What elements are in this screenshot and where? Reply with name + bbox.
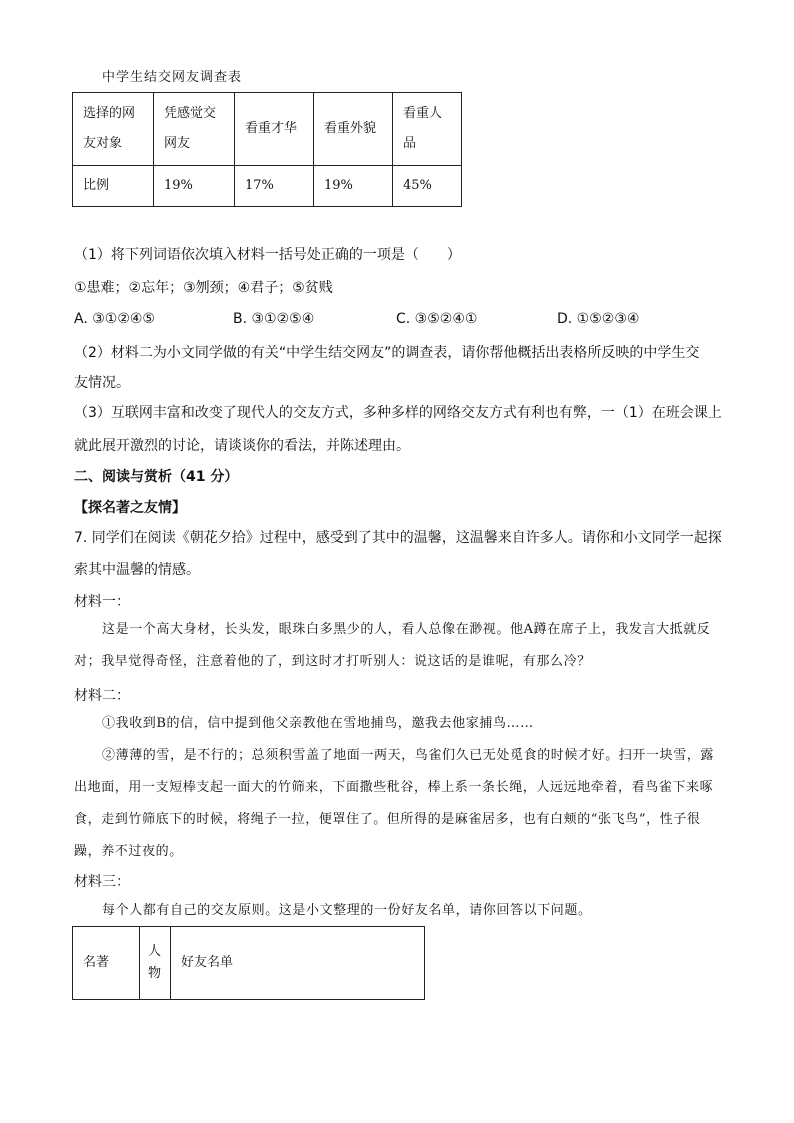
table-row (73, 166, 462, 207)
material-3-text: 每个人都有自己的交友原则。这是小文整理的一份好友名单，请你回答以下问题。 (102, 903, 592, 918)
option-b: B. ③①②⑤④ (233, 311, 315, 327)
question-3-line2: 就此展开激烈的讨论，请谈谈你的看法，并陈述理由。 (74, 438, 410, 454)
material-3-label: 材料三： (74, 874, 130, 890)
material-2-p2: ②薄薄的雪，是不行的；总须积雪盖了地面一两天，鸟雀们久已无处觅食的时候才好。扫开一块雪，露出地面，用一支短棒支起一面大的竹筛来，下面撒些秕谷，棒上系一条长绳，人远远地牵着，看鸟雀下来啄食，走到竹筛底下的时候，将绳子一拉，便罩住了。但所得的是麻雀居多，也有白颊的“张飞鸟”，性子很躁，养不过夜的。 (74, 748, 715, 859)
question-7-line2: 索其中温馨的情感。 (74, 562, 200, 578)
table-cell: 名著 (73, 927, 140, 1000)
question-7-line1: 7. 同学们在阅读《朝花夕拾》过程中，感受到了其中的温馨，这温馨来自许多人。请你和小文同学一起探 (74, 530, 722, 546)
friends-table (72, 926, 425, 1000)
table-cell: 45% (393, 166, 462, 207)
table-cell: 比例 (73, 166, 154, 207)
question-2-line2: 友情况。 (74, 375, 130, 391)
table-header-row (73, 93, 462, 166)
option-d: D. ①⑤②③④ (557, 311, 640, 327)
question-2-line1: （2）材料二为小文同学做的有关“中学生结交网友”的调查表，请你帮他概括出表格所反映的中学生交 (74, 345, 700, 361)
survey-table (72, 92, 462, 207)
material-1-text: 这是一个高大身材，长头发，眼珠白多黑少的人，看人总像在渺视。他A蹲在席子上，我发言大抵就反对；我早觉得奇怪，注意着他的了，到这时才打听别人：说这话的是谁呢，有那么冷？ (74, 622, 711, 669)
material-2-p1: ①我收到B的信，信中提到他父亲教他在雪地捕鸟，邀我去他家捕鸟…… (102, 716, 534, 731)
question-1-words: ①患难；②忘年；③刎颈；④君子；⑤贫贱 (74, 280, 333, 296)
survey-table-caption: 中学生结交网友调查表 (102, 70, 243, 85)
section-title: 二、阅读与赏析（41 分） (74, 469, 239, 485)
question-3-line1: （3）互联网丰富和改变了现代人的交友方式，多种多样的网络交友方式有利也有弊，一（1）在班会课上 (74, 405, 722, 421)
option-c: C. ③⑤②④① (396, 311, 478, 327)
section-subtitle: 【探名著之友情】 (74, 500, 186, 516)
table-cell: 选择的网友对象 (73, 93, 154, 166)
table-header-row (73, 927, 425, 1000)
table-cell: 19% (154, 166, 235, 207)
option-a: A. ③①②④⑤ (74, 311, 155, 327)
table-cell: 看重外貌 (314, 93, 393, 166)
table-cell: 看重人品 (393, 93, 462, 166)
table-cell: 看重才华 (235, 93, 314, 166)
table-cell: 好友名单 (171, 927, 425, 1000)
question-1-stem: （1）将下列词语依次填入材料一括号处正确的一项是（ ） (74, 247, 461, 263)
table-cell: 17% (235, 166, 314, 207)
table-cell: 人物 (140, 927, 171, 1000)
material-2-label: 材料二： (74, 688, 130, 704)
table-cell: 19% (314, 166, 393, 207)
material-1-label: 材料一： (74, 594, 130, 610)
table-cell: 凭感觉交网友 (154, 93, 235, 166)
